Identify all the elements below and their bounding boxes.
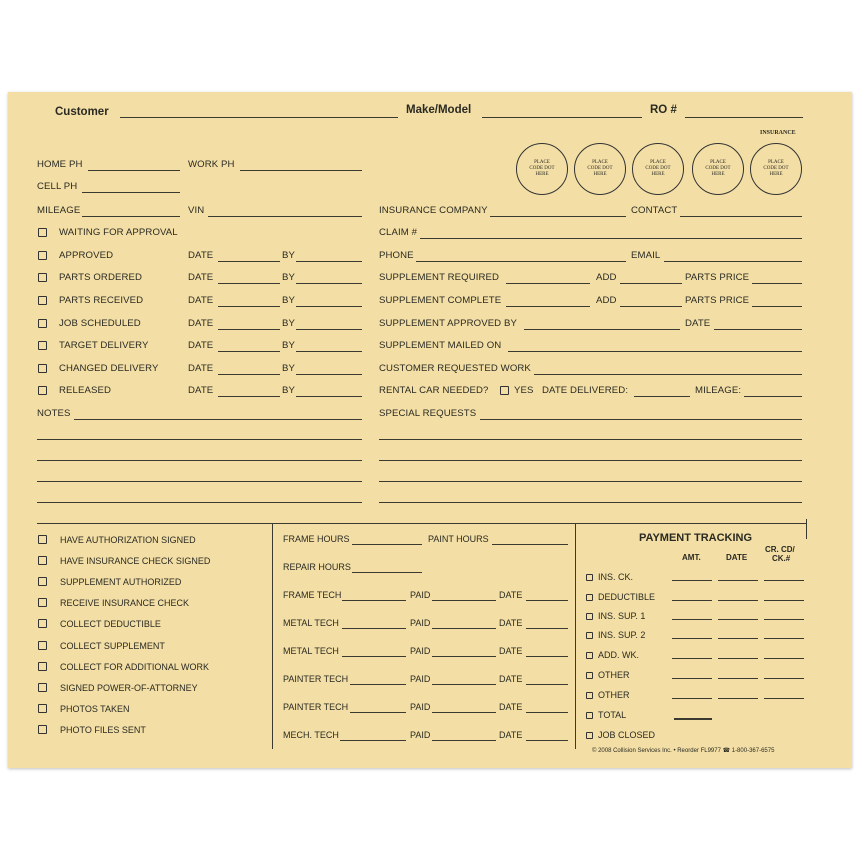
date-line[interactable] [526, 656, 568, 657]
date-line[interactable] [218, 396, 280, 397]
date-label: DATE [188, 363, 214, 374]
date-label: DATE [499, 590, 523, 600]
date-label: DATE [499, 618, 523, 628]
ro-line[interactable] [685, 117, 803, 118]
status-label: RELEASED [59, 385, 111, 396]
checklist-label: RECEIVE INSURANCE CHECK [60, 598, 190, 608]
checklist-label: SUPPLEMENT AUTHORIZED [60, 577, 182, 587]
customer-requested-label: CUSTOMER REQUESTED WORK [379, 363, 531, 374]
payment-checkbox[interactable] [586, 712, 593, 719]
payment-row-label: INS. SUP. 2 [598, 630, 646, 640]
date-delivered-line[interactable] [634, 396, 690, 397]
payment-checkbox[interactable] [586, 594, 593, 601]
tech-label: PAINTER TECH [283, 702, 349, 712]
supplement-approved-by-label: SUPPLEMENT APPROVED BY [379, 318, 517, 329]
date-label: DATE [188, 385, 214, 396]
frame-hours-label: FRAME HOURS [283, 534, 350, 544]
paid-label: PAID [410, 646, 431, 656]
payment-checkbox[interactable] [586, 574, 593, 581]
payment-row-label: TOTAL [598, 710, 627, 720]
payment-row-label: ADD. WK. [598, 650, 640, 660]
amt-line[interactable] [672, 600, 712, 601]
date-line[interactable] [526, 684, 568, 685]
amt-line[interactable] [672, 580, 712, 581]
date-label: DATE [188, 318, 214, 329]
ck-line[interactable] [764, 658, 804, 659]
paid-line[interactable] [432, 628, 496, 629]
checklist-label: COLLECT SUPPLEMENT [60, 641, 165, 651]
home-ph-line[interactable] [88, 170, 180, 171]
customer-label: Customer [55, 106, 109, 118]
status-label: CHANGED DELIVERY [59, 363, 159, 374]
vin-line[interactable] [208, 216, 362, 217]
column-divider [575, 523, 576, 749]
status-label: PARTS RECEIVED [59, 295, 144, 306]
ck-line[interactable] [764, 698, 804, 699]
email-label: EMAIL [631, 250, 661, 261]
supplement-mailed-line[interactable] [508, 351, 802, 352]
date-line[interactable] [218, 283, 280, 284]
special-requests-label: SPECIAL REQUESTS [379, 408, 477, 419]
insurance-circle-label: INSURANCE [760, 130, 796, 136]
checklist-checkbox[interactable] [38, 662, 47, 671]
status-checkbox[interactable] [38, 386, 47, 395]
by-line[interactable] [296, 351, 362, 352]
payment-row-label: JOB CLOSED [598, 730, 656, 740]
checklist-label: COLLECT DEDUCTIBLE [60, 619, 161, 629]
status-label: TARGET DELIVERY [59, 340, 149, 351]
tech-line[interactable] [350, 684, 406, 685]
phone-label: PHONE [379, 250, 414, 261]
by-label: BY [282, 318, 295, 329]
date-line[interactable] [218, 351, 280, 352]
claim-line[interactable] [420, 238, 802, 239]
status-label: PARTS ORDERED [59, 272, 143, 283]
status-checkbox[interactable] [38, 251, 47, 260]
code-dot-circle-insurance[interactable]: PLACE CODE DOT HERE [750, 143, 802, 195]
date-line[interactable] [718, 600, 758, 601]
date-line[interactable] [526, 600, 568, 601]
payment-checkbox[interactable] [586, 632, 593, 639]
payment-checkbox[interactable] [586, 652, 593, 659]
date-line[interactable] [218, 329, 280, 330]
tech-label: PAINTER TECH [283, 674, 349, 684]
status-label: JOB SCHEDULED [59, 318, 141, 329]
date-line[interactable] [218, 261, 280, 262]
checklist-label: HAVE INSURANCE CHECK SIGNED [60, 556, 211, 566]
checklist-checkbox[interactable] [38, 683, 47, 692]
special-requests-line[interactable] [379, 439, 802, 440]
supplement-required-line[interactable] [506, 283, 590, 284]
mileage-label: MILEAGE [37, 205, 81, 216]
amt-line[interactable] [672, 638, 712, 639]
paid-line[interactable] [432, 600, 496, 601]
payment-checkbox[interactable] [586, 692, 593, 699]
email-line[interactable] [664, 261, 802, 262]
make-model-line[interactable] [482, 117, 642, 118]
parts-price-line[interactable] [752, 306, 802, 307]
paint-hours-label: PAINT HOURS [428, 534, 489, 544]
supplement-complete-label: SUPPLEMENT COMPLETE [379, 295, 502, 306]
notes-label: NOTES [37, 408, 71, 419]
date-line[interactable] [718, 619, 758, 620]
ck-line[interactable] [764, 600, 804, 601]
ro-label: RO # [650, 104, 677, 116]
crcd-header: CR. CD/ [765, 545, 795, 554]
checklist-label: COLLECT FOR ADDITIONAL WORK [60, 662, 210, 672]
rental-car-label: RENTAL CAR NEEDED? [379, 385, 489, 396]
by-label: BY [282, 295, 295, 306]
by-line[interactable] [296, 306, 362, 307]
checklist-checkbox[interactable] [38, 556, 47, 565]
payment-row-label: DEDUCTIBLE [598, 592, 656, 602]
payment-row-label: OTHER [598, 690, 630, 700]
supplement-mailed-label: SUPPLEMENT MAILED ON [379, 340, 502, 351]
checklist-label: PHOTO FILES SENT [60, 725, 146, 735]
by-line[interactable] [296, 261, 362, 262]
checklist-checkbox[interactable] [38, 619, 47, 628]
date-delivered-label: DATE DELIVERED: [542, 385, 629, 396]
amt-line[interactable] [672, 698, 712, 699]
payment-row-label: INS. SUP. 1 [598, 611, 646, 621]
status-checkbox[interactable] [38, 319, 47, 328]
rental-mileage-line[interactable] [744, 396, 802, 397]
by-label: BY [282, 363, 295, 374]
checklist-label: PHOTOS TAKEN [60, 704, 130, 714]
contact-line[interactable] [680, 216, 802, 217]
work-ph-label: WORK PH [188, 159, 235, 170]
ck-line[interactable] [764, 580, 804, 581]
add-label: ADD [596, 295, 617, 306]
supplement-complete-line[interactable] [506, 306, 590, 307]
notes-line[interactable] [37, 460, 362, 461]
by-line[interactable] [296, 374, 362, 375]
parts-price-label: PARTS PRICE [685, 272, 750, 283]
status-label: WAITING FOR APPROVAL [59, 227, 178, 238]
bottom-section-divider [37, 523, 807, 524]
ck-line[interactable] [764, 619, 804, 620]
by-label: BY [282, 340, 295, 351]
rental-yes-label: YES [514, 385, 534, 396]
paid-line[interactable] [432, 712, 496, 713]
status-label: APPROVED [59, 250, 114, 261]
by-line[interactable] [296, 329, 362, 330]
supplement-approved-by-line[interactable] [524, 329, 680, 330]
amt-header: AMT. [682, 553, 701, 562]
code-dot-circle-1[interactable]: PLACE CODE DOT HERE [516, 143, 568, 195]
code-dot-circle-3[interactable]: PLACE CODE DOT HERE [632, 143, 684, 195]
date-line[interactable] [526, 712, 568, 713]
repair-hours-line[interactable] [352, 572, 422, 573]
ck-line[interactable] [764, 638, 804, 639]
notes-line[interactable] [37, 439, 362, 440]
code-dot-circle-2[interactable]: PLACE CODE DOT HERE [574, 143, 626, 195]
checklist-checkbox[interactable] [38, 598, 47, 607]
notes-line[interactable] [37, 481, 362, 482]
ck-header: CK.# [772, 554, 791, 563]
date-label: DATE [188, 340, 214, 351]
footer-copyright: © 2008 Collision Services Inc. • Reorder FL9977 ☎ 1-800-367-6575 [592, 748, 775, 754]
insurance-company-line[interactable] [490, 216, 626, 217]
date-line[interactable] [218, 374, 280, 375]
code-dot-circle-4[interactable]: PLACE CODE DOT HERE [692, 143, 744, 195]
paid-label: PAID [410, 618, 431, 628]
customer-line[interactable] [120, 117, 398, 118]
date-line[interactable] [718, 658, 758, 659]
paid-line[interactable] [432, 656, 496, 657]
repair-hours-label: REPAIR HOURS [283, 562, 351, 572]
tech-line[interactable] [340, 740, 406, 741]
amt-line[interactable] [672, 678, 712, 679]
status-checkbox[interactable] [38, 228, 47, 237]
date-label: DATE [499, 702, 523, 712]
date-label: DATE [685, 318, 711, 329]
date-label: DATE [499, 674, 523, 684]
checklist-checkbox[interactable] [38, 725, 47, 734]
checklist-checkbox[interactable] [38, 704, 47, 713]
date-label: DATE [499, 646, 523, 656]
by-label: BY [282, 250, 295, 261]
tech-line[interactable] [350, 712, 406, 713]
special-requests-line[interactable] [379, 460, 802, 461]
tech-label: MECH. TECH [283, 730, 339, 740]
corner-tick [806, 519, 807, 539]
payment-row-label: INS. CK. [598, 572, 634, 582]
by-line[interactable] [296, 283, 362, 284]
notes-line[interactable] [37, 502, 362, 503]
checklist-checkbox[interactable] [38, 577, 47, 586]
notes-line[interactable] [74, 419, 362, 420]
date-header: DATE [726, 553, 748, 562]
rental-mileage-label: MILEAGE: [695, 385, 742, 396]
claim-label: CLAIM # [379, 227, 418, 238]
date-label: DATE [499, 730, 523, 740]
checklist-checkbox[interactable] [38, 535, 47, 544]
column-divider [272, 523, 273, 749]
rental-yes-checkbox[interactable] [500, 386, 509, 395]
date-line[interactable] [718, 678, 758, 679]
paid-line[interactable] [432, 684, 496, 685]
payment-row-label: OTHER [598, 670, 630, 680]
payment-checkbox[interactable] [586, 613, 593, 620]
amt-line[interactable] [672, 658, 712, 659]
status-checkbox[interactable] [38, 364, 47, 373]
payment-checkbox[interactable] [586, 732, 593, 739]
insurance-company-label: INSURANCE COMPANY [379, 205, 488, 216]
cell-ph-line[interactable] [82, 192, 180, 193]
add-line[interactable] [620, 306, 682, 307]
customer-requested-line[interactable] [534, 374, 802, 375]
total-line[interactable] [674, 718, 712, 720]
date-line[interactable] [718, 698, 758, 699]
date-line[interactable] [526, 628, 568, 629]
tech-label: METAL TECH [283, 646, 339, 656]
special-requests-line[interactable] [379, 502, 802, 503]
date-line[interactable] [526, 740, 568, 741]
tech-line[interactable] [342, 628, 406, 629]
paid-label: PAID [410, 702, 431, 712]
date-line[interactable] [718, 638, 758, 639]
supplement-required-label: SUPPLEMENT REQUIRED [379, 272, 500, 283]
payment-checkbox[interactable] [586, 672, 593, 679]
tech-line[interactable] [342, 656, 406, 657]
date-label: DATE [188, 295, 214, 306]
tech-label: METAL TECH [283, 618, 339, 628]
tech-line[interactable] [342, 600, 406, 601]
date-label: DATE [188, 272, 214, 283]
add-line[interactable] [620, 283, 682, 284]
paid-label: PAID [410, 590, 431, 600]
work-ph-line[interactable] [240, 170, 362, 171]
job-folder-form [8, 92, 852, 768]
checklist-checkbox[interactable] [38, 641, 47, 650]
parts-price-label: PARTS PRICE [685, 295, 750, 306]
by-label: BY [282, 385, 295, 396]
mileage-line[interactable] [82, 216, 180, 217]
payment-tracking-title: PAYMENT TRACKING [639, 532, 753, 544]
phone-line[interactable] [416, 261, 626, 262]
date-line[interactable] [218, 306, 280, 307]
amt-line[interactable] [672, 619, 712, 620]
vin-label: VIN [188, 205, 205, 216]
add-label: ADD [596, 272, 617, 283]
special-requests-line[interactable] [480, 419, 802, 420]
ck-line[interactable] [764, 678, 804, 679]
make-model-label: Make/Model [406, 104, 472, 116]
tech-label: FRAME TECH [283, 590, 342, 600]
status-checkbox[interactable] [38, 341, 47, 350]
checklist-label: HAVE AUTHORIZATION SIGNED [60, 535, 196, 545]
cell-ph-label: CELL PH [37, 181, 78, 192]
contact-label: CONTACT [631, 205, 678, 216]
checklist-label: SIGNED POWER-OF-ATTORNEY [60, 683, 198, 693]
special-requests-line[interactable] [379, 481, 802, 482]
paid-line[interactable] [432, 740, 496, 741]
parts-price-line[interactable] [752, 283, 802, 284]
status-checkbox[interactable] [38, 273, 47, 282]
frame-hours-line[interactable] [352, 544, 422, 545]
status-checkbox[interactable] [38, 296, 47, 305]
date-label: DATE [188, 250, 214, 261]
home-ph-label: HOME PH [37, 159, 83, 170]
by-label: BY [282, 272, 295, 283]
paint-hours-line[interactable] [492, 544, 568, 545]
paid-label: PAID [410, 730, 431, 740]
by-line[interactable] [296, 396, 362, 397]
paid-label: PAID [410, 674, 431, 684]
date-line[interactable] [718, 580, 758, 581]
date-line[interactable] [714, 329, 802, 330]
